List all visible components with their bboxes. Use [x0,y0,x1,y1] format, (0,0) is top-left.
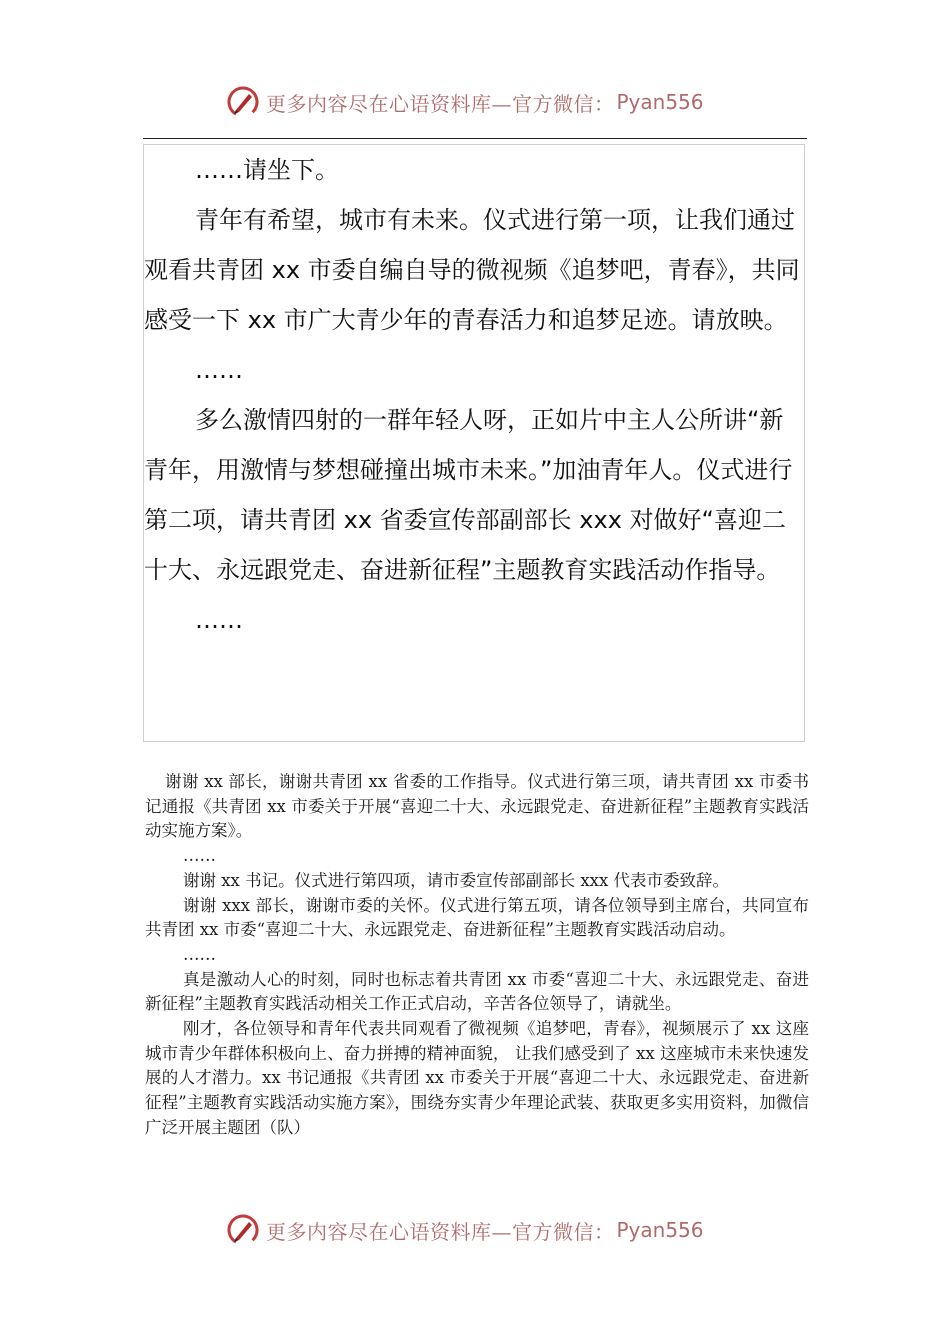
box-paragraph: 青年有希望，城市有未来。仪式进行第一项，让我们通过观看共青团 xx 市委自编自导的微视频《追梦吧，青春》，共同感受一下 xx 市广大青少年的青春活力和追梦足迹。请放映。 [144,206,800,334]
body-paragraph: 谢谢 xxx 部长，谢谢市委的关怀。仪式进行第五项，请各位领导到主席台，共同宣布共青团 xx 市委“喜迎二十大、永远跟党走、奋进新征程”主题教育实践活动启动。 [145,895,809,940]
body-paragraph: 谢谢 xx 部长，谢谢共青团 xx 省委的工作指导。仪式进行第三项，请共青团 xx 市委书记通报《共青团 xx 市委关于开展“喜迎二十大、永远跟党走、奋进新征程”主题教育实践活动实施方案》。 [145,772,809,841]
boxed-excerpt [143,144,805,742]
banner-wechat-id: Pyan556 [616,90,704,114]
header-divider [143,138,807,139]
body-paragraph: …… [183,944,216,964]
box-paragraph: …… [195,606,243,634]
banner-text: 更多内容尽在心语资料库—官方微信： [266,1219,615,1244]
box-paragraph: ……请坐下。 [195,156,339,184]
body-paragraph: …… [183,846,216,866]
pen-logo-icon [226,1213,260,1247]
box-paragraph: …… [195,356,243,384]
body-paragraph: 刚才，各位领导和青年代表共同观看了微视频《追梦吧，青春》，视频展示了 xx 这座城市青少年群体积极向上、奋力拼搏的精神面貌， 让我们感受到了 xx 这座城市未来快速发展的人才潜力。xx 书记通报《共青团 xx 市委关于开展“喜迎二十大、永远跟党走、奋进新征程”主题教育实践活动实施方案》，围绕夯实青少年理论武装、获取更多实用资料，加微信广泛开展主题团（队） [145,1019,809,1137]
pen-logo-icon [226,85,260,119]
body-paragraph: 谢谢 xx 书记。仪式进行第四项，请市委宣传部副部长 xxx 代表市委致辞。 [183,870,730,890]
box-paragraph: 多么激情四射的一群年轻人呀，正如片中主人公所讲“新青年，用激情与梦想碰撞出城市未来。”加油青年人。仪式进行第二项，请共青团 xx 省委宣传部副部长 xxx 对做好“喜迎二十大、永远跟党走、奋进新征程”主题教育实践活动作指导。 [144,406,793,584]
header-banner [226,82,704,122]
banner-text: 更多内容尽在心语资料库—官方微信： [266,91,615,116]
banner-wechat-id: Pyan556 [616,1218,704,1242]
footer-banner [226,1210,704,1250]
body-paragraph: 真是激动人心的时刻，同时也标志着共青团 xx 市委“喜迎二十大、永远跟党走、奋进新征程”主题教育实践活动相关工作正式启动，辛苦各位领导了，请就坐。 [145,969,809,1014]
body-text [145,770,809,1141]
